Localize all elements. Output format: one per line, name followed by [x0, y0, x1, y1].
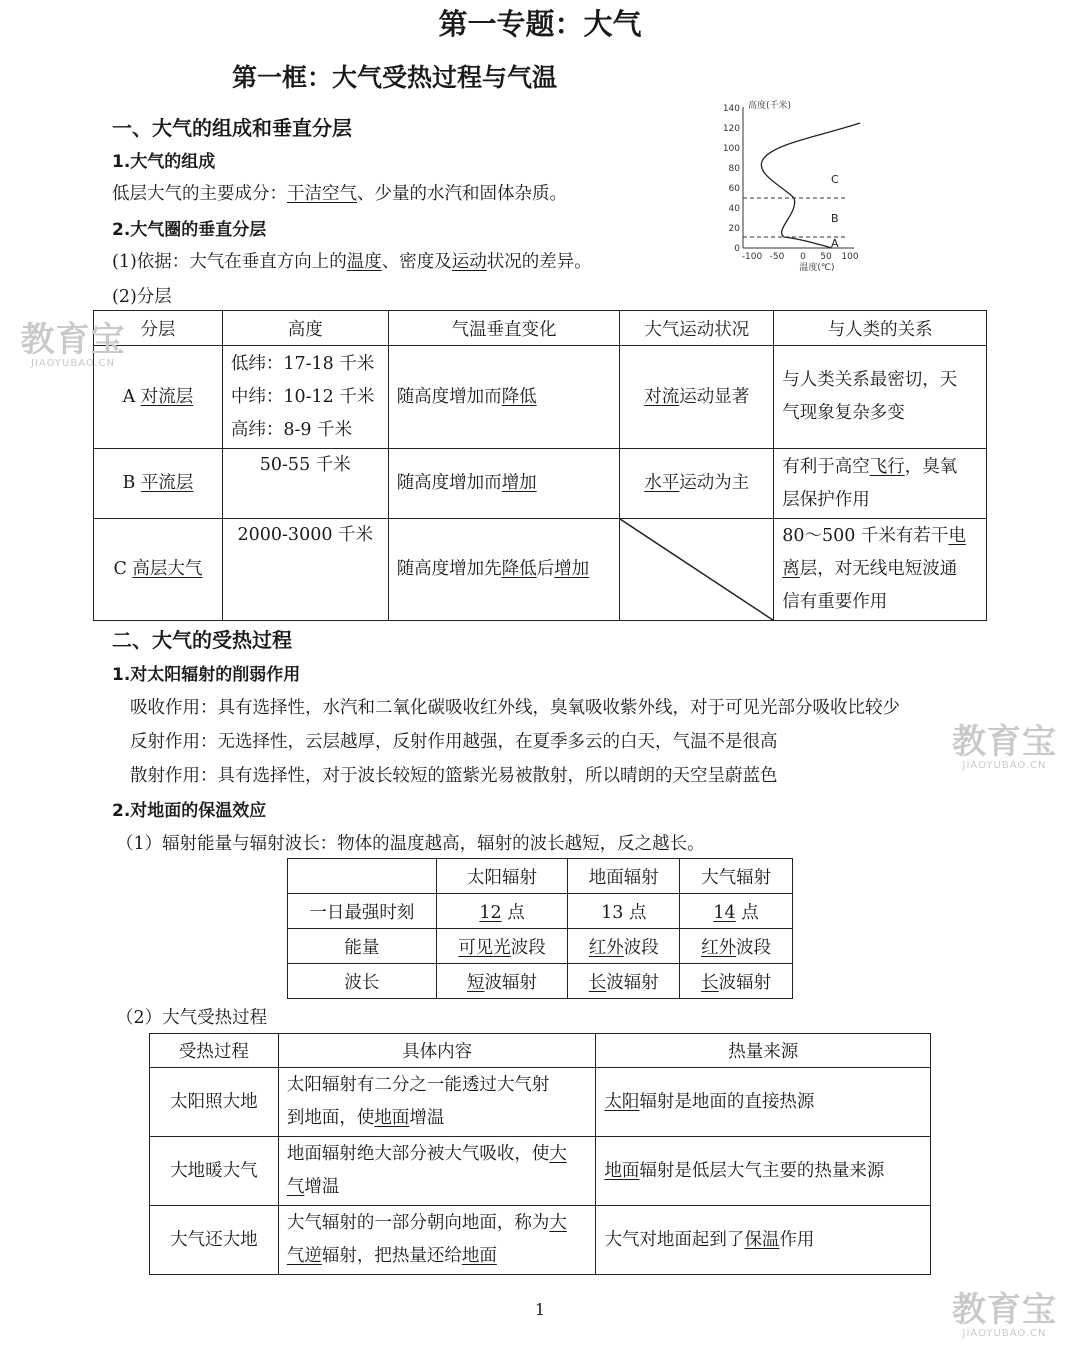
header-cell: 气温垂直变化	[388, 311, 620, 346]
y-tick: 80	[728, 164, 740, 174]
header-cell	[288, 859, 437, 894]
reflection-text: 反射作用：无选择性，云层越厚，反射作用越强，在夏季多云的白天，气温不是很高	[130, 732, 778, 752]
layer-label-c: C	[831, 173, 839, 186]
layers-label: (2)分层	[112, 287, 172, 307]
height-cell: 2000-3000 千米	[222, 519, 388, 621]
table-cell: 红外波段	[680, 929, 793, 964]
header-cell: 大气辐射	[680, 859, 793, 894]
heating-process-label: （2）大气受热过程	[116, 1008, 268, 1028]
temp-change-cell: 随高度增加先降低后增加	[388, 519, 620, 621]
layer-table	[93, 310, 987, 621]
table-cell: 13 点	[568, 894, 680, 929]
table-row	[150, 1068, 931, 1137]
x-tick: -50	[769, 252, 785, 262]
temperature-curve	[761, 123, 860, 248]
diagonal-line	[620, 519, 773, 620]
stage-cell: 太阳照大地	[150, 1068, 279, 1137]
empty-diagonal-cell	[620, 519, 774, 621]
table-cell: 短波辐射	[436, 964, 568, 999]
header-cell: 与人类的关系	[774, 311, 987, 346]
y-tick: 120	[722, 124, 740, 134]
heating-process-table	[149, 1033, 931, 1275]
page-title: 第一专题：大气	[438, 7, 642, 41]
basis-text: (1)依据：大气在垂直方向上的温度、密度及运动状况的差异。	[112, 252, 592, 272]
radiation-table	[287, 858, 793, 999]
table-row	[94, 346, 987, 449]
layer-name-cell: B 平流层	[94, 449, 223, 519]
table-row	[94, 449, 987, 519]
table-header-row	[150, 1034, 931, 1068]
source-cell: 太阳辐射是地面的直接热源	[596, 1068, 931, 1137]
temp-change-cell: 随高度增加而降低	[388, 346, 620, 449]
y-axis-label: 高度(千米)	[748, 101, 792, 111]
header-cell: 大气运动状况	[620, 311, 774, 346]
stage-cell: 大地暖大气	[150, 1137, 279, 1206]
row-label: 一日最强时刻	[288, 894, 437, 929]
relation-cell: 与人类关系最密切，天 气现象复杂多变	[774, 346, 987, 449]
section-2-heading: 二、大气的受热过程	[112, 628, 292, 652]
absorption-text: 吸收作用：具有选择性，水汽和二氧化碳吸收红外线，臭氧吸收紫外线，对于可见光部分吸收比较少	[130, 698, 900, 718]
table-row	[150, 1206, 931, 1275]
subheading-layering: 2.大气圈的垂直分层	[112, 220, 267, 240]
layer-label-b: B	[831, 212, 839, 225]
content-cell: 大气辐射的一部分朝向地面，称为大 气逆辐射，把热量还给地面	[278, 1206, 596, 1275]
x-tick: 50	[820, 252, 832, 262]
y-tick: 100	[722, 144, 740, 154]
relation-cell: 有利于高空飞行，臭氧 层保护作用	[774, 449, 987, 519]
header-cell: 分层	[94, 311, 223, 346]
motion-cell: 水平运动为主	[620, 449, 774, 519]
x-axis-label: 温度(℃)	[799, 263, 835, 273]
table-cell: 可见光波段	[436, 929, 568, 964]
watermark-logo: 教育宝 JIAOYUBAO.CN	[952, 722, 1057, 771]
table-header-row	[288, 859, 793, 894]
header-cell: 受热过程	[150, 1034, 279, 1068]
subheading-weakening: 1.对太阳辐射的削弱作用	[112, 665, 301, 685]
subheading-insulation: 2.对地面的保温效应	[112, 801, 267, 821]
x-tick: 100	[841, 252, 859, 262]
height-cell: 50-55 千米	[222, 449, 388, 519]
table-cell: 红外波段	[568, 929, 680, 964]
scattering-text: 散射作用：具有选择性，对于波长较短的篮紫光易被散射，所以晴朗的天空呈蔚蓝色	[130, 766, 778, 786]
subheading-composition: 1.大气的组成	[112, 152, 216, 172]
table-cell: 14 点	[680, 894, 793, 929]
section-subtitle: 第一框：大气受热过程与气温	[232, 63, 558, 92]
table-header-row	[94, 311, 987, 346]
layer-label-a: A	[831, 237, 839, 250]
row-label: 能量	[288, 929, 437, 964]
row-label: 波长	[288, 964, 437, 999]
header-cell: 热量来源	[596, 1034, 931, 1068]
table-cell: 长波辐射	[680, 964, 793, 999]
table-cell: 长波辐射	[568, 964, 680, 999]
source-cell: 大气对地面起到了保温作用	[596, 1206, 931, 1275]
height-cell: 低纬：17-18 千米 中纬：10-12 千米 高纬：8-9 千米	[222, 346, 388, 449]
table-row	[288, 964, 793, 999]
header-cell: 高度	[222, 311, 388, 346]
temperature-altitude-chart	[714, 95, 884, 275]
y-tick: 60	[728, 184, 740, 194]
layer-name-cell: C 高层大气	[94, 519, 223, 621]
header-cell: 具体内容	[278, 1034, 596, 1068]
y-tick: 0	[734, 244, 740, 254]
table-row	[150, 1137, 931, 1206]
watermark-logo: 教育宝 JIAOYUBAO.CN	[952, 1290, 1057, 1339]
content-cell: 地面辐射绝大部分被大气吸收，使大 气增温	[278, 1137, 596, 1206]
page-number: 1	[534, 1300, 546, 1319]
y-tick: 20	[728, 224, 740, 234]
table-row	[288, 894, 793, 929]
header-cell: 地面辐射	[568, 859, 680, 894]
table-cell: 12 点	[436, 894, 568, 929]
radiation-wavelength-text: （1）辐射能量与辐射波长：物体的温度越高，辐射的波长越短，反之越长。	[116, 834, 705, 854]
section-1-heading: 一、大气的组成和垂直分层	[112, 116, 352, 140]
table-row	[94, 519, 987, 621]
stage-cell: 大气还大地	[150, 1206, 279, 1275]
x-tick: -100	[741, 252, 763, 262]
source-cell: 地面辐射是低层大气主要的热量来源	[596, 1137, 931, 1206]
temp-change-cell: 随高度增加而增加	[388, 449, 620, 519]
relation-cell: 80～500 千米有若干电 离层，对无线电短波通 信有重要作用	[774, 519, 987, 621]
y-tick: 140	[722, 104, 740, 114]
content-cell: 太阳辐射有二分之一能透过大气射 到地面，使地面增温	[278, 1068, 596, 1137]
composition-text: 低层大气的主要成分：干洁空气、少量的水汽和固体杂质。	[112, 184, 567, 204]
y-tick: 40	[728, 204, 740, 214]
table-row	[288, 929, 793, 964]
layer-name-cell: A 对流层	[94, 346, 223, 449]
motion-cell: 对流运动显著	[620, 346, 774, 449]
header-cell: 太阳辐射	[436, 859, 568, 894]
watermark-logo: 教育宝 JIAOYUBAO.CN	[20, 320, 126, 369]
x-tick: 0	[800, 252, 806, 262]
